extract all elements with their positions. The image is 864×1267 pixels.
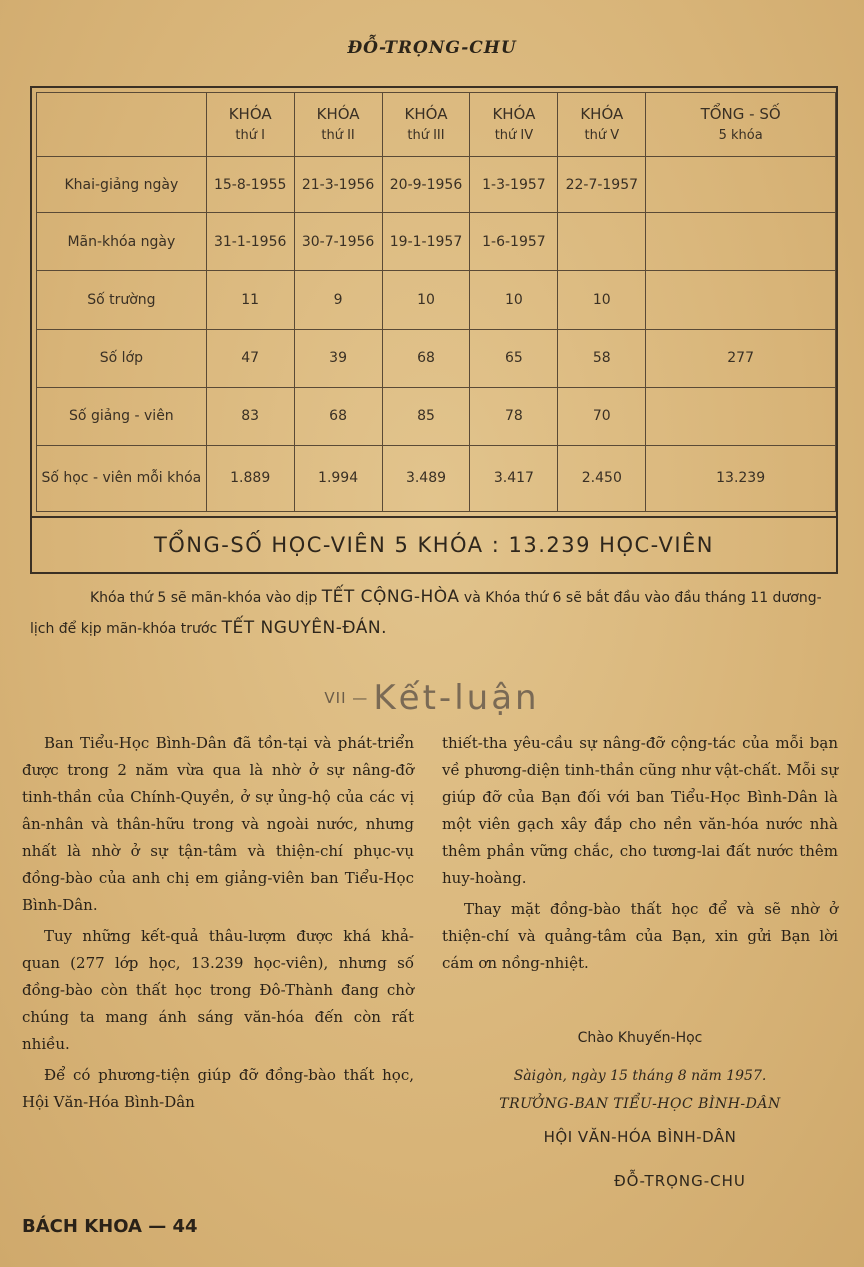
signature-organization: HỘI VĂN-HÓA BÌNH-DÂN — [543, 1128, 737, 1146]
table-cell: 3.489 — [382, 445, 470, 511]
table-cell: 19-1-1957 — [382, 213, 470, 271]
table-cell: 31-1-1956 — [206, 213, 294, 271]
table-row — [37, 213, 836, 271]
statistics-table-box — [30, 86, 838, 574]
table-cell: 68 — [294, 387, 382, 445]
table-cell: 10 — [558, 271, 646, 329]
table-cell: 83 — [206, 387, 294, 445]
signature-title: TRƯỞNG-BAN TIỂU-HỌC BÌNH-DÂN — [499, 1096, 781, 1112]
table-header-row — [37, 93, 836, 157]
row-label: Mãn-khóa ngày — [37, 213, 207, 271]
table-cell: 13.239 — [646, 445, 836, 511]
table-cell — [646, 271, 836, 329]
table-row — [37, 387, 836, 445]
paragraph: Tuy những kết-quả thâu-lượm được khá khả-quan (277 lớp học, 13.239 học-viên), nhưng số đồng-bào còn thất học trong Đô-Thành đang chờ chúng ta mang ánh sáng văn-hóa đến còn rất nhiều. — [22, 927, 414, 1053]
table-cell — [646, 387, 836, 445]
table-cell — [646, 213, 836, 271]
left-column — [22, 730, 414, 1120]
section-heading — [0, 678, 864, 718]
table-cell: 11 — [206, 271, 294, 329]
paragraph: Thay mặt đồng-bào thất học để và sẽ nhờ ở thiện-chí và quảng-tâm của Bạn, xin gửi Bạn lời cám ơn nồng-nhiệt. — [442, 900, 838, 972]
row-label: Số học - viên mỗi khóa — [37, 445, 207, 511]
table-cell: 78 — [470, 387, 558, 445]
row-label: Số giảng - viên — [37, 387, 207, 445]
statistics-table — [36, 92, 836, 512]
page-footer: BÁCH KHOA — 44 — [22, 1216, 198, 1237]
signature-name: ĐỖ-TRỌNG-CHU — [614, 1172, 746, 1190]
table-cell: 58 — [558, 329, 646, 387]
row-label: Khai-giảng ngày — [37, 157, 207, 213]
table-row — [37, 329, 836, 387]
table-cell: 47 — [206, 329, 294, 387]
table-cell: 1-3-1957 — [470, 157, 558, 213]
header-course-5: KHÓA thứ V — [558, 93, 646, 157]
paragraph: Ban Tiểu-Học Bình-Dân đã tồn-tại và phát-triển được trong 2 năm vừa qua là nhờ ở sự nâng-đỡ tinh-thần của Chính-Quyền, ở sự ủng-hộ của các vị ân-nhân và thân-hữu trong và ngoài nước, nhưng nhất là nhờ ở sự tận-tâm và thiện-chí phục-vụ đồng-bào của anh chị em giảng-viên ban Tiểu-Học Bình-Dân. — [22, 734, 414, 914]
row-label: Số trường — [37, 271, 207, 329]
table-cell: 30-7-1956 — [294, 213, 382, 271]
table-cell: 2.450 — [558, 445, 646, 511]
header-total: TỔNG - SỐ 5 khóa — [646, 93, 836, 157]
note-highlight-2: TẾT NGUYÊN-ĐÁN. — [221, 618, 387, 638]
table-cell: 21-3-1956 — [294, 157, 382, 213]
section-title: Kết-luận — [373, 678, 540, 718]
running-head: ĐỖ-TRỌNG-CHU — [347, 38, 517, 58]
table-cell: 22-7-1957 — [558, 157, 646, 213]
header-corner — [37, 93, 207, 157]
table-cell — [558, 213, 646, 271]
table-cell: 85 — [382, 387, 470, 445]
header-course-4: KHÓA thứ IV — [470, 93, 558, 157]
table-cell: 1-6-1957 — [470, 213, 558, 271]
table-cell: 277 — [646, 329, 836, 387]
table-cell: 39 — [294, 329, 382, 387]
table-cell: 70 — [558, 387, 646, 445]
paragraph: Để có phương-tiện giúp đỡ đồng-bào thất học, Hội Văn-Hóa Bình-Dân — [22, 1066, 414, 1111]
table-cell: 15-8-1955 — [206, 157, 294, 213]
table-cell — [646, 157, 836, 213]
table-row — [37, 157, 836, 213]
table-cell: 10 — [470, 271, 558, 329]
table-cell: 20-9-1956 — [382, 157, 470, 213]
right-column — [442, 730, 838, 981]
total-students-line: TỔNG-SỐ HỌC-VIÊN 5 KHÓA : 13.239 HỌC-VIÊN — [32, 516, 836, 572]
table-row — [37, 445, 836, 511]
header-course-1: KHÓA thứ I — [206, 93, 294, 157]
table-cell: 68 — [382, 329, 470, 387]
row-label: Số lớp — [37, 329, 207, 387]
signature-greeting: Chào Khuyến-Học — [577, 1030, 703, 1046]
header-course-3: KHÓA thứ III — [382, 93, 470, 157]
header-course-2: KHÓA thứ II — [294, 93, 382, 157]
paragraph: thiết-tha yêu-cầu sự nâng-đỡ cộng-tác của mỗi bạn về phương-diện tinh-thần cũng như vật-chất. Mỗi sự giúp đỡ của Bạn đối với ban Tiểu-Học Bình-Dân là một viên gạch xây đắp cho nền văn-hóa nước nhà thêm phần vững chắc, cho tương-lai đất nước thêm huy-hoàng. — [442, 734, 838, 887]
table-row — [37, 271, 836, 329]
table-cell: 10 — [382, 271, 470, 329]
note-highlight-1: TẾT CỘNG-HÒA — [321, 587, 460, 607]
schedule-note: Khóa thứ 5 sẽ mãn-khóa vào dịp TẾT CỘNG-HÒA và Khóa thứ 6 sẽ bắt đầu vào đầu tháng 11 dương-lịch để kịp mãn-khóa trước TẾT NGUYÊN-ĐÁN. — [30, 587, 822, 638]
table-cell: 65 — [470, 329, 558, 387]
table-cell: 1.994 — [294, 445, 382, 511]
table-cell: 3.417 — [470, 445, 558, 511]
section-number: VII — — [324, 689, 369, 707]
table-cell: 9 — [294, 271, 382, 329]
table-cell: 1.889 — [206, 445, 294, 511]
signature-place-date: Sàigòn, ngày 15 tháng 8 năm 1957. — [513, 1068, 767, 1084]
